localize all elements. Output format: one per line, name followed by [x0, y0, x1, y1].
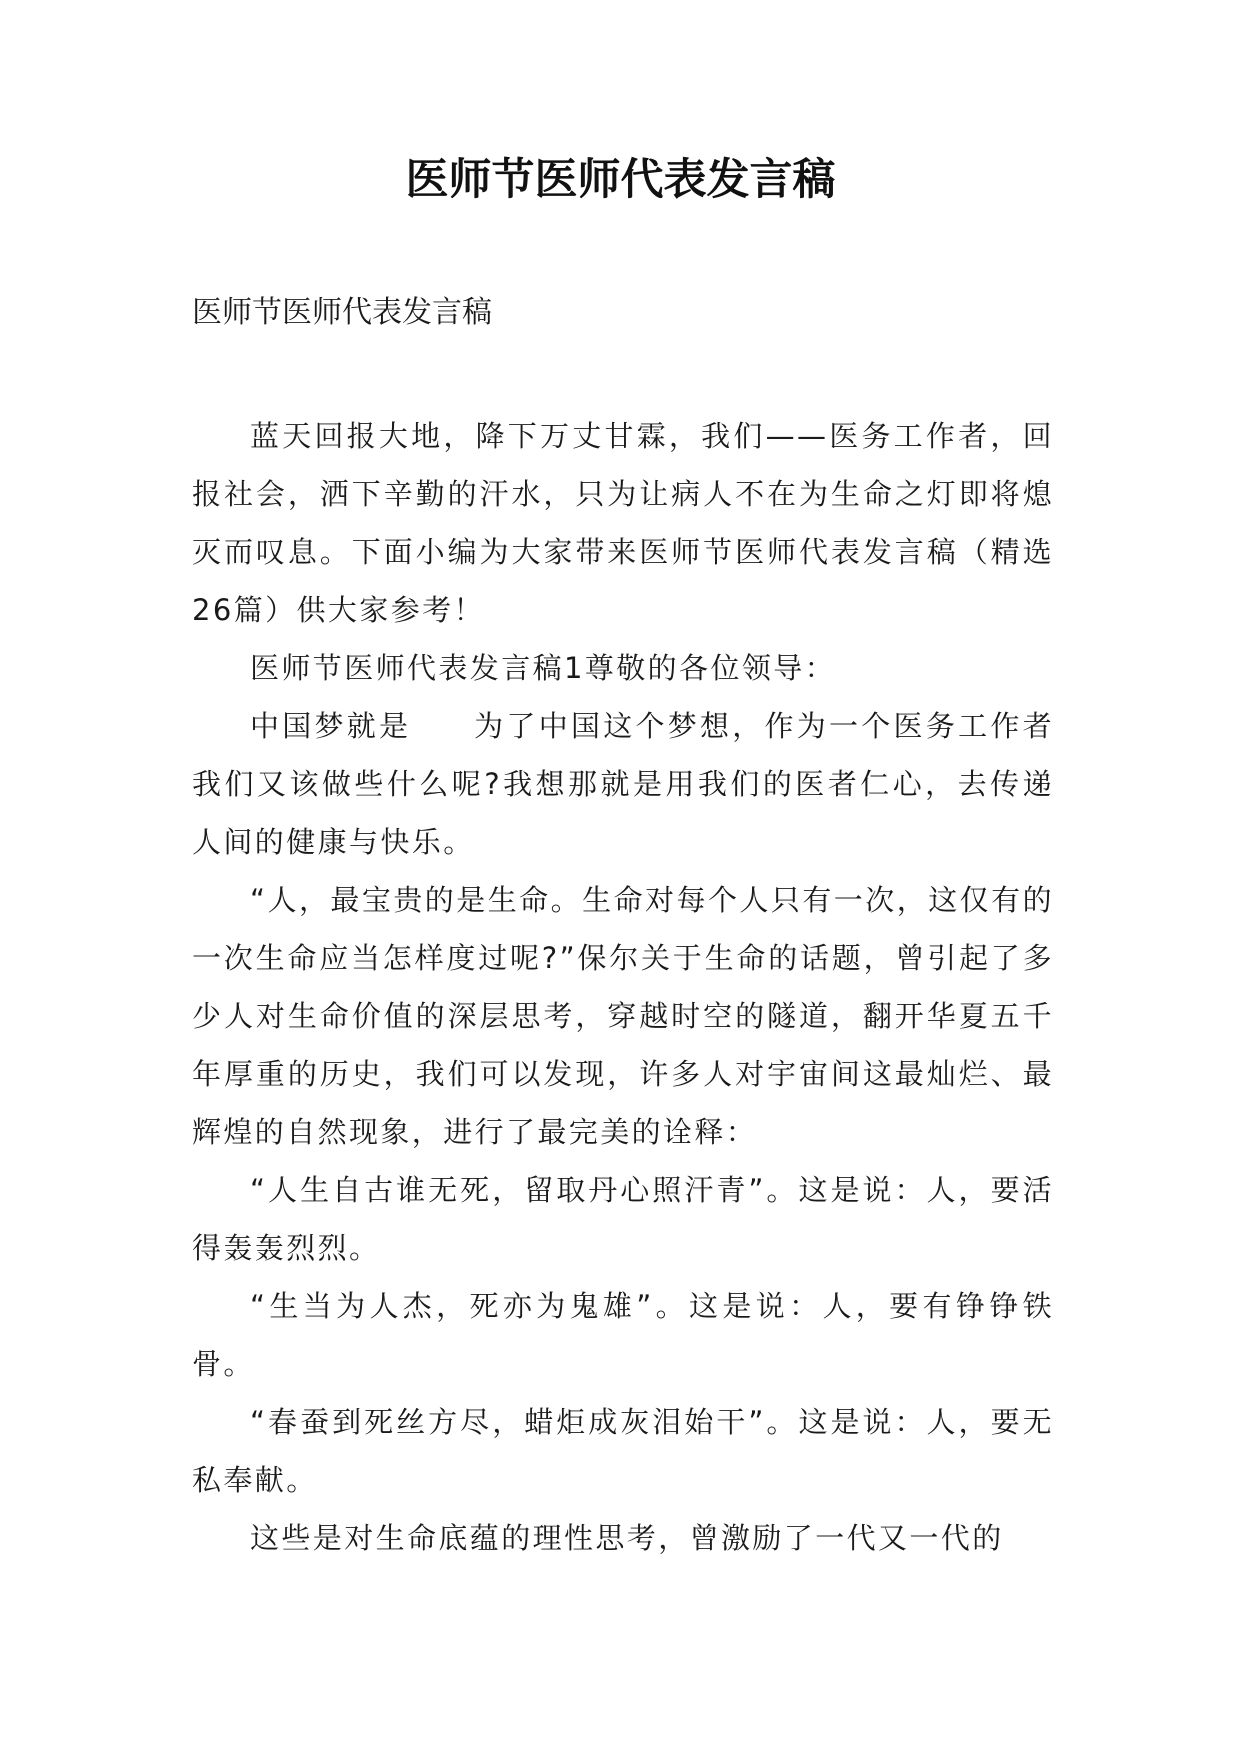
- paragraph-dream: [192, 697, 1054, 871]
- document-body: [192, 407, 1054, 1567]
- dream-text: 为了中国这个梦想，作为一个医务工作者我们又该做些什么呢?我想那就是用我们的医者仁心，去传递人间的健康与快乐。: [192, 709, 1054, 859]
- paragraph-greeting: 医师节医师代表发言稿1尊敬的各位领导：: [250, 651, 837, 685]
- document-subtitle: 医师节医师代表发言稿: [192, 295, 492, 330]
- paragraph-closing: 这些是对生命底蕴的理性思考，曾激励了一代又一代的: [250, 1521, 1004, 1555]
- paragraph-intro: 蓝天回报大地，降下万丈甘霖，我们——医务工作者，回报社会，洒下辛勤的汗水，只为让病人不在为生命之灯即将熄灭而叹息。下面小编为大家带来医师节医师代表发言稿（精选26篇）供大家参考！: [192, 419, 1054, 627]
- paragraph-life-quote: “人，最宝贵的是生命。生命对每个人只有一次，这仅有的一次生命应当怎样度过呢?”保尔关于生命的话题，曾引起了多少人对生命价值的深层思考，穿越时空的隧道，翻开华夏五千年厚重的历史，我们可以发现，许多人对宇宙间这最灿烂、最辉煌的自然现象，进行了最完美的诠释：: [192, 883, 1054, 1149]
- dream-lead: 中国梦就是: [250, 709, 412, 743]
- document-title: 医师节医师代表发言稿: [405, 155, 836, 205]
- paragraph-poem-2: “生当为人杰，死亦为鬼雄”。这是说：人，要有铮铮铁骨。: [192, 1289, 1054, 1381]
- paragraph-poem-3: “春蚕到死丝方尽，蜡炬成灰泪始干”。这是说：人，要无私奉献。: [192, 1405, 1054, 1497]
- paragraph-poem-1: “人生自古谁无死，留取丹心照汗青”。这是说：人，要活得轰轰烈烈。: [192, 1173, 1054, 1265]
